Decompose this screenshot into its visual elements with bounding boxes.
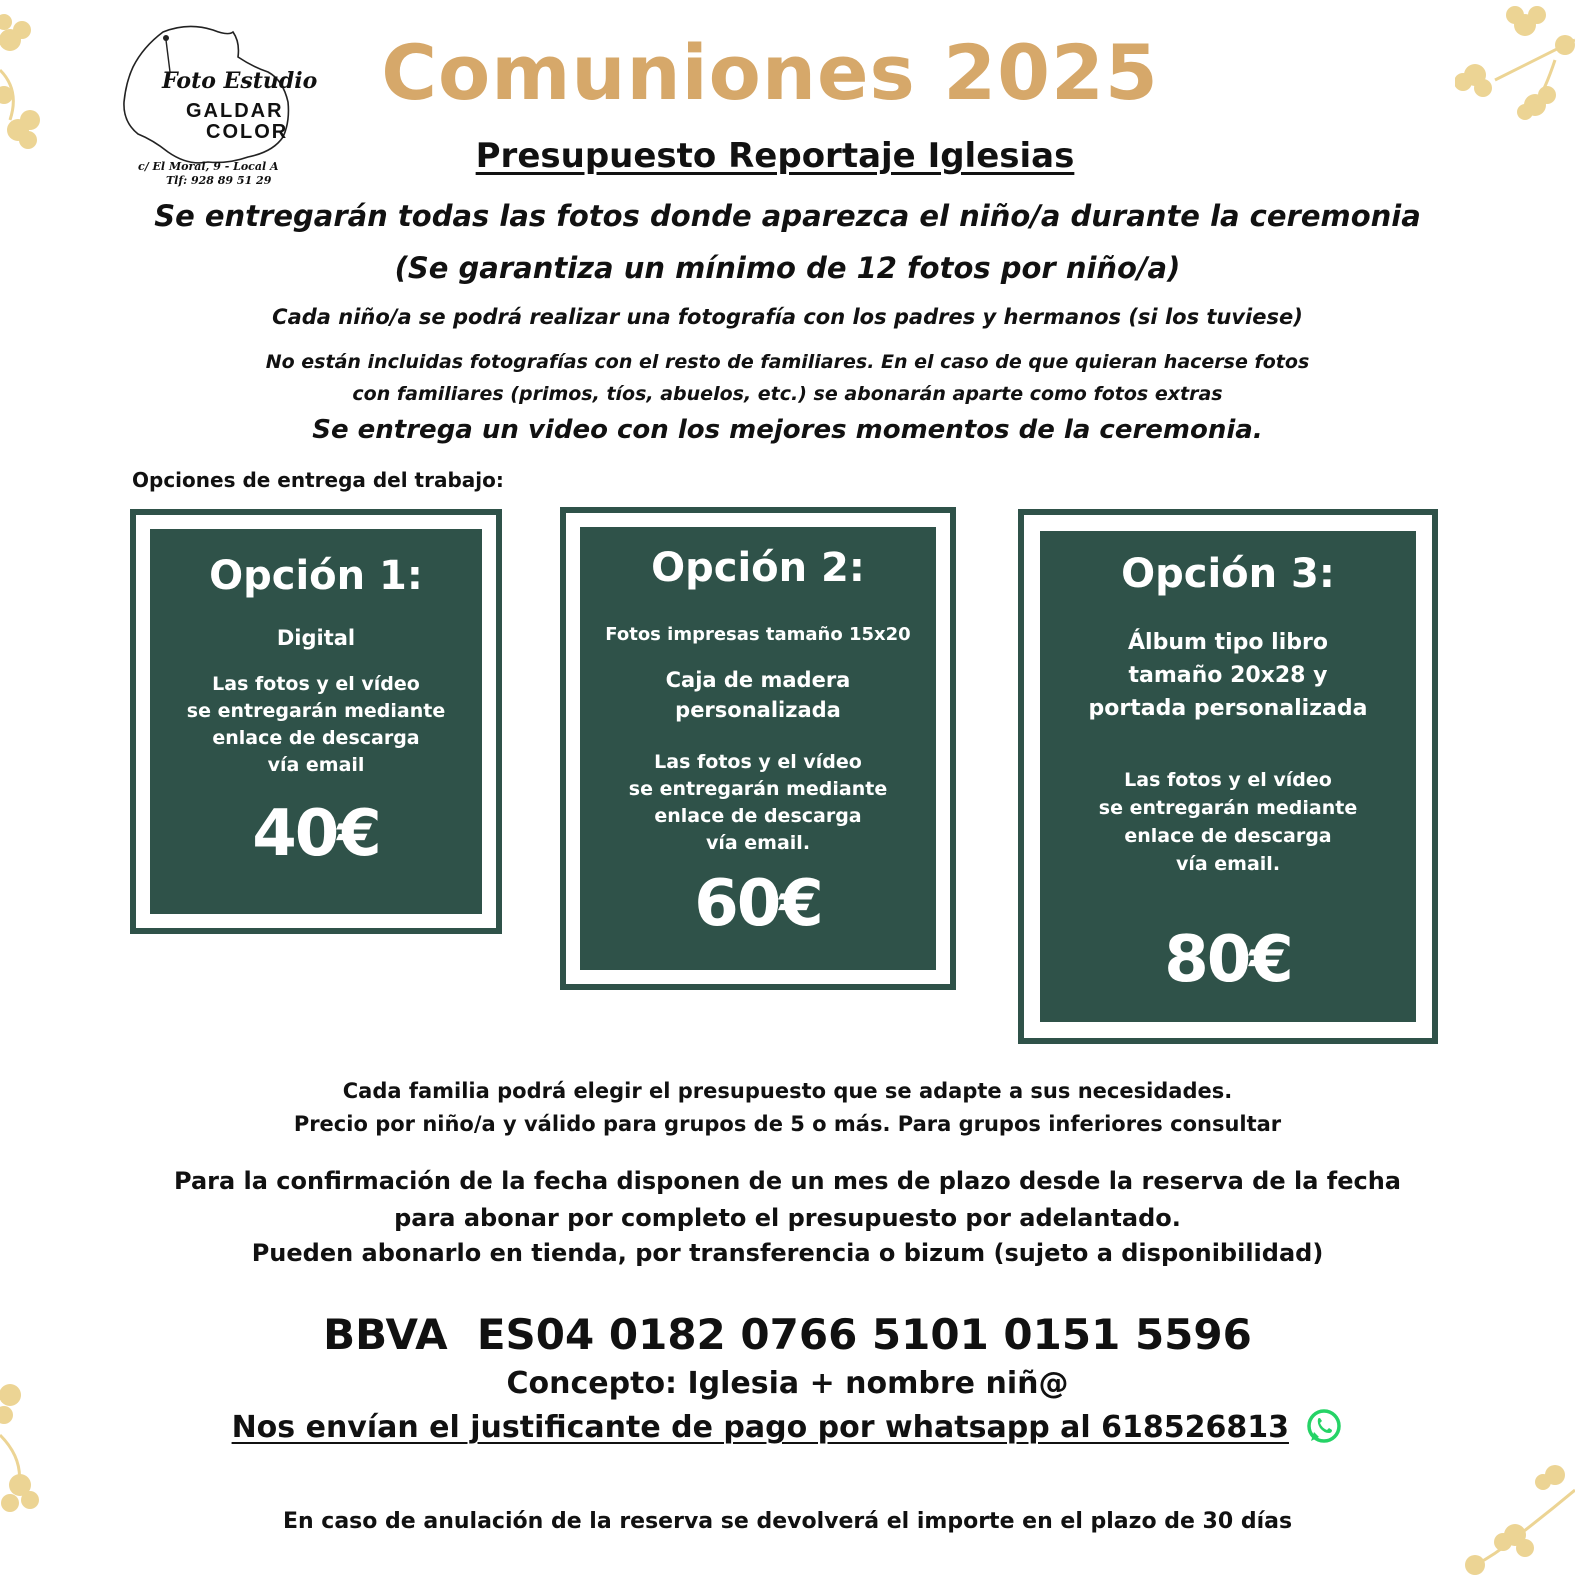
option-desc-line: enlace de descarga xyxy=(654,805,862,827)
logo-script-text: Foto Estudio xyxy=(162,68,318,94)
option-desc-line: enlace de descarga xyxy=(212,727,420,749)
flower-icon xyxy=(1455,0,1575,130)
option-price: 80€ xyxy=(1164,923,1292,997)
option-subtitle: Digital xyxy=(276,626,356,650)
option-extra-line: Caja de madera xyxy=(665,668,851,692)
option-subtitle: Fotos impresas tamaño 15x20 xyxy=(605,624,911,645)
option-desc-line: se entregarán mediante xyxy=(1098,797,1358,819)
intro-line-1: Se entregarán todas las fotos donde aparezca el niño/a durante la ceremonia xyxy=(154,199,1421,233)
options-heading: Opciones de entrega del trabajo: xyxy=(132,468,504,492)
intro-line-4: No están incluidas fotografías con el resto de familiares. En el caso de que quieran hacerse fotos xyxy=(265,351,1310,373)
option-card-3-panel xyxy=(1040,531,1416,1022)
option-title: Opción 2: xyxy=(651,545,865,591)
option-extra-line: personalizada xyxy=(675,698,841,722)
option-price: 60€ xyxy=(694,867,822,941)
whatsapp-instruction xyxy=(40,1407,1535,1445)
option-card-1-panel xyxy=(150,529,482,914)
intro-line-2: (Se garantiza un mínimo de 12 fotos por niño/a) xyxy=(394,251,1181,285)
option-desc-line: vía email. xyxy=(705,832,811,854)
flower-icon xyxy=(0,0,60,170)
option-desc-line: se entregarán mediante xyxy=(628,778,888,800)
studio-logo xyxy=(118,22,318,192)
bank-account: BBVA ES04 0182 0766 5101 0151 5596 xyxy=(323,1310,1252,1359)
option-subtitle-line: tamaño 20x28 y xyxy=(1128,663,1328,688)
footer-line-1: Cada familia podrá elegir el presupuesto que se adapte a sus necesidades. xyxy=(342,1079,1233,1103)
logo-address: c/ El Moral, 9 - Local A xyxy=(138,160,279,173)
footer-line-2: Precio por niño/a y válido para grupos de 5 o más. Para grupos inferiores consultar xyxy=(293,1112,1282,1136)
option-desc-line: vía email. xyxy=(1175,853,1281,875)
option-card-2 xyxy=(560,507,956,990)
option-card-2-panel xyxy=(580,527,936,970)
option-desc-line: Las fotos y el vídeo xyxy=(1124,769,1332,791)
option-price: 40€ xyxy=(252,797,380,871)
page-subtitle xyxy=(350,136,1200,176)
page-title: Comuniones 2025 xyxy=(381,28,1159,117)
option-card-1 xyxy=(130,509,502,934)
intro-line-6: Se entrega un video con los mejores momentos de la ceremonia. xyxy=(312,415,1263,445)
option-card-3 xyxy=(1018,509,1438,1044)
intro-line-3: Cada niño/a se podrá realizar una fotografía con los padres y hermanos (si los tuviese) xyxy=(272,305,1303,329)
option-desc-line: Las fotos y el vídeo xyxy=(654,751,862,773)
whatsapp-text[interactable]: Nos envían el justificante de pago por whatsapp al 618526813 xyxy=(231,1410,1289,1445)
option-desc-line: vía email xyxy=(267,754,365,776)
option-title: Opción 3: xyxy=(1121,551,1335,597)
option-desc-line: Las fotos y el vídeo xyxy=(212,673,420,695)
page-subtitle-text: Presupuesto Reportaje Iglesias xyxy=(475,136,1075,176)
payment-concept: Concepto: Iglesia + nombre niñ@ xyxy=(506,1366,1069,1401)
logo-name-line1: GALDAR xyxy=(186,100,284,122)
logo-name-line2: COLOR xyxy=(206,121,289,143)
whatsapp-icon[interactable] xyxy=(1305,1407,1343,1445)
footer-line-5: Pueden abonarlo en tienda, por transferencia o bizum (sujeto a disponibilidad) xyxy=(251,1239,1324,1267)
footer-line-3: Para la confirmación de la fecha disponen de un mes de plazo desde la reserva de la fecha xyxy=(174,1167,1401,1195)
footer-line-4: para abonar por completo el presupuesto por adelantado. xyxy=(394,1204,1181,1232)
cancellation-note: En caso de anulación de la reserva se devolverá el importe en el plazo de 30 días xyxy=(282,1509,1293,1534)
option-desc-line: se entregarán mediante xyxy=(186,700,446,722)
intro-line-5: con familiares (primos, tíos, abuelos, etc.) se abonarán aparte como fotos extras xyxy=(352,383,1223,405)
option-subtitle-line: Álbum tipo libro xyxy=(1128,630,1328,655)
logo-phone: Tlf: 928 89 51 29 xyxy=(166,174,272,187)
option-subtitle-line: portada personalizada xyxy=(1088,696,1368,721)
option-title: Opción 1: xyxy=(209,553,423,599)
island-outline xyxy=(118,22,303,172)
option-desc-line: enlace de descarga xyxy=(1124,825,1332,847)
